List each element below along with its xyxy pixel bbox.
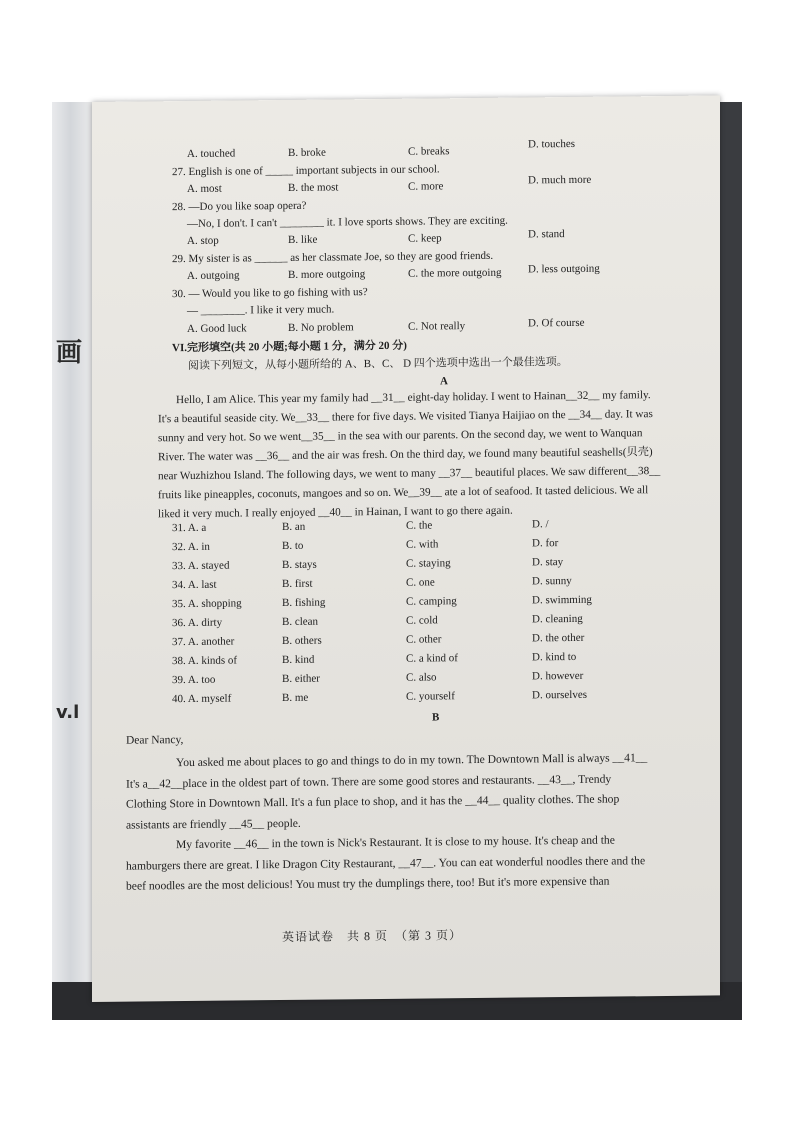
- q28-option-c: C. keep: [408, 232, 442, 245]
- passage-b: [126, 747, 732, 897]
- q39-option-a: 39. A. too: [172, 673, 216, 687]
- passage-a: [158, 385, 718, 524]
- passage-b-line: hamburgers there are great. I like Dragon City Restaurant, __47__. You can eat wonderful noodles there and the: [126, 853, 646, 873]
- q28-option-a: A. stop: [187, 234, 219, 248]
- q38-option-d: D. kind to: [532, 650, 577, 664]
- q34-option-a: 34. A. last: [172, 578, 217, 592]
- q37-option-b: B. others: [282, 634, 322, 648]
- passage-b-line: Clothing Store in Downtown Mall. It's a fun place to shop, and it has the __44__ quality clothes. The shop: [126, 792, 620, 811]
- background-glyph: 画: [56, 338, 83, 368]
- passage-a-label: A: [440, 375, 448, 388]
- q39-option-c: C. also: [406, 671, 437, 684]
- q27-option-b: B. the most: [288, 181, 339, 194]
- q34-option-b: B. first: [282, 577, 313, 591]
- q32-option-b: B. to: [282, 539, 304, 553]
- q35-option-d: D. swimming: [532, 593, 592, 607]
- q40-option-b: B. me: [282, 691, 309, 705]
- q32-option-d: D. for: [532, 537, 559, 550]
- q37-option-c: C. other: [406, 633, 442, 646]
- q26-option-c: C. breaks: [408, 145, 450, 158]
- q29-option-a: A. outgoing: [187, 269, 240, 283]
- q29-stem: 29. My sister is as ______ as her classmate Joe, so they are good friends.: [172, 249, 494, 266]
- page-footer: 英语试卷 共 8 页 （第 3 页）: [282, 928, 463, 945]
- q30-option-c: C. Not really: [408, 320, 466, 333]
- q26-option-a: A. touched: [187, 147, 236, 161]
- q28-stem: 28. —Do you like soap opera?: [172, 199, 307, 214]
- q36-option-a: 36. A. dirty: [172, 616, 223, 630]
- q27-option-d: D. much more: [528, 173, 592, 187]
- q30-option-d: D. Of course: [528, 316, 585, 330]
- q34-option-c: C. one: [406, 576, 435, 589]
- passage-a-line: It's a beautiful seaside city. We__33__ there for five days. We visited Tianya Haijiao on the __34__ day. It was: [158, 408, 653, 426]
- q36-option-b: B. clean: [282, 615, 319, 629]
- q30-stem: 30. — Would you like to go fishing with us?: [172, 286, 368, 301]
- q40-option-d: D. ourselves: [532, 688, 587, 702]
- passage-b-label: B: [432, 711, 440, 724]
- q33-option-a: 33. A. stayed: [172, 559, 230, 573]
- passage-a-line: Hello, I am Alice. This year my family had __31__ eight-day holiday. I went to Hainan__32__ my family.: [176, 389, 651, 407]
- q35-option-a: 35. A. shopping: [172, 597, 242, 611]
- q38-option-b: B. kind: [282, 653, 315, 667]
- passage-b-line: My favorite __46__ in the town is Nick's Restaurant. It is close to my house. It's cheap and the: [176, 833, 615, 852]
- q28-option-d: D. stand: [528, 228, 565, 241]
- q38-option-a: 38. A. kinds of: [172, 654, 238, 668]
- passage-b-line: assistants are friendly __45__ people.: [126, 816, 301, 832]
- q27-option-c: C. more: [408, 180, 444, 193]
- q33-option-d: D. stay: [532, 556, 564, 569]
- q32-option-c: C. with: [406, 538, 439, 551]
- q36-option-d: D. cleaning: [532, 612, 583, 626]
- passage-a-line: liked it very much. I really enjoyed __40__ in Hainan, I want to go there again.: [158, 504, 513, 521]
- q28-stem-reply: —No, I don't. I can't ________ it. I love sports shows. They are exciting.: [187, 214, 508, 231]
- q30-stem-reply: — ________. I like it very much.: [187, 303, 335, 318]
- q35-option-c: C. camping: [406, 595, 457, 608]
- q33-option-c: C. staying: [406, 557, 451, 570]
- q38-option-c: C. a kind of: [406, 652, 458, 665]
- q36-option-c: C. cold: [406, 614, 438, 627]
- q31-option-b: B. an: [282, 520, 306, 534]
- q31-option-a: 31. A. a: [172, 521, 207, 535]
- q35-option-b: B. fishing: [282, 596, 326, 610]
- passage-a-line: near Wuzhizhou Island. The following days, we went to many __37__ beautiful places. We saw different__38__: [158, 465, 661, 483]
- q30-option-a: A. Good luck: [187, 322, 247, 336]
- q39-option-b: B. either: [282, 672, 320, 686]
- q40-option-c: C. yourself: [406, 690, 455, 703]
- q28-option-b: B. like: [288, 233, 318, 246]
- section-instruction: 阅读下列短文，从每小题所给的 A、B、C、 D 四个选项中选出一个最佳选项。: [188, 356, 568, 372]
- q27-stem: 27. English is one of _____ important subjects in our school.: [172, 163, 440, 179]
- q40-option-a: 40. A. myself: [172, 692, 232, 706]
- passage-a-line: fruits like pineapples, coconuts, mangoes and so on. We__39__ ate a lot of seafood. It tasted delicious. We all: [158, 484, 649, 502]
- q34-option-d: D. sunny: [532, 574, 572, 588]
- exam-page: [92, 95, 720, 1002]
- passage-a-line: River. The water was __36__ and the air was fresh. On the third day, we found many beautiful seashells(贝壳): [158, 446, 653, 464]
- q27-option-a: A. most: [187, 182, 222, 196]
- q30-option-b: B. No problem: [288, 321, 354, 334]
- passage-b-line: You asked me about places to go and things to do in my town. The Downtown Mall is always __41__: [176, 751, 648, 770]
- q32-option-a: 32. A. in: [172, 540, 210, 554]
- passage-b-line: beef noodles are the most delicious! You must try the dumplings there, too! But it's more expensive than: [126, 874, 610, 893]
- q37-option-a: 37. A. another: [172, 635, 235, 649]
- q37-option-d: D. the other: [532, 631, 585, 645]
- q39-option-d: D. however: [532, 669, 584, 683]
- section-title: VI.完形填空(共 20 小题;每小题 1 分，满分 20 分): [172, 339, 407, 355]
- letter-greeting: Dear Nancy,: [126, 734, 184, 747]
- q29-option-c: C. the more outgoing: [408, 266, 502, 280]
- q33-option-b: B. stays: [282, 558, 317, 572]
- q26-option-b: B. broke: [288, 146, 326, 159]
- q29-option-b: B. more outgoing: [288, 268, 366, 281]
- background-glyph: v.l: [56, 702, 80, 723]
- passage-b-line: It's a__42__place in the oldest part of town. There are some good stores and restaurants. __43__, Trendy: [126, 772, 612, 791]
- q26-option-d: D. touches: [528, 137, 576, 151]
- q31-option-d: D. /: [532, 518, 549, 531]
- q29-option-d: D. less outgoing: [528, 262, 600, 276]
- q31-option-c: C. the: [406, 519, 433, 532]
- passage-a-line: sunny and very hot. So we went__35__ in the sea with our parents. On the second day, we went to Wanquan: [158, 427, 643, 445]
